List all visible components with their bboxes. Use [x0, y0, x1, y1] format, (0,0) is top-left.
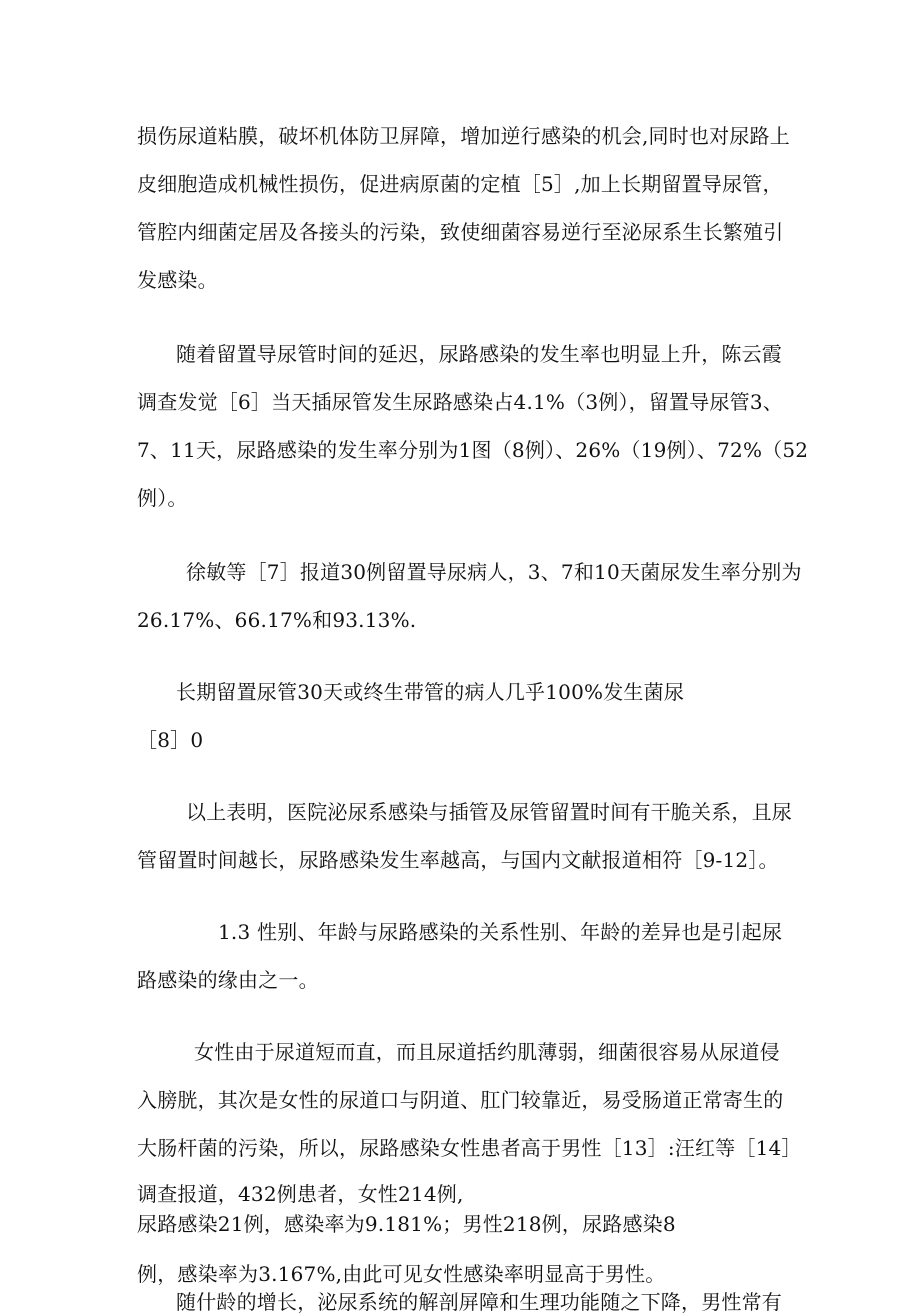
paragraph-line: 皮细胞造成机械性损伤，促进病原菌的定植［5］,加上长期留置导尿管， [137, 172, 783, 196]
paragraph-line: 管留置时间越长，尿路感染发生率越高，与国内文献报道相符［9-12］。 [137, 848, 779, 872]
paragraph-line: 7、11天，尿路感染的发生率分别为1图（8例）、26%（19例）、72%（52 [137, 438, 809, 462]
paragraph-line: 随什龄的增长，泌尿系统的解剖屏障和生理功能随之下降，男性常有 [176, 1290, 782, 1314]
paragraph-line: 调查发觉［6］当天插尿管发生尿路感染占4.1%（3例），留置导尿管3、 [137, 390, 783, 414]
paragraph-line: 入膀胱，其次是女性的尿道口与阴道、肛门较靠近，易受肠道正常寄生的 [137, 1088, 784, 1112]
paragraph-line: 路感染的缘由之一。 [137, 968, 319, 992]
paragraph-line: 调查报道，432例患者，女性214例, [137, 1182, 464, 1206]
paragraph-line: 徐敏等［7］报道30例留置导尿病人，3、7和10天菌尿发生率分别为 [186, 560, 802, 584]
paragraph-line: 尿路感染21例，感染率为9.181%；男性218例，尿路感染8 [137, 1212, 676, 1236]
paragraph-line: 长期留置尿管30天或终生带管的病人几乎100%发生菌尿 [176, 680, 685, 704]
paragraph-line: 管腔内细菌定居及各接头的污染，致使细菌容易逆行至泌尿系生长繁殖引 [137, 220, 784, 244]
paragraph-line: 例）。 [137, 486, 188, 510]
paragraph-line: 发感染。 [137, 268, 218, 292]
paragraph-line: 随着留置导尿管时间的延迟，尿路感染的发生率也明显上升，陈云霞 [176, 342, 782, 366]
paragraph-line: 女性由于尿道短而直，而且尿道括约肌薄弱，细菌很容易从尿道侵 [194, 1040, 780, 1064]
paragraph-line: ［8］0 [137, 728, 204, 752]
paragraph-line: 损伤尿道粘膜，破坏机体防卫屏障，增加逆行感染的机会,同时也对尿路上 [137, 124, 790, 148]
paragraph-line: 大肠杆菌的污染，所以，尿路感染女性患者高于男性［13］:汪红等［14］ [137, 1136, 802, 1160]
paragraph-line: 以上表明，医院泌尿系感染与插管及尿管留置时间有干脆关系，且尿 [186, 800, 792, 824]
section-heading-line: 1.3 性别、年龄与尿路感染的关系性别、年龄的差异也是引起尿 [218, 920, 783, 944]
paragraph-line: 例，感染率为3.167%,由此可见女性感染率明显高于男性。 [137, 1262, 666, 1286]
paragraph-line: 26.17%、66.17%和93.13%. [137, 608, 417, 632]
